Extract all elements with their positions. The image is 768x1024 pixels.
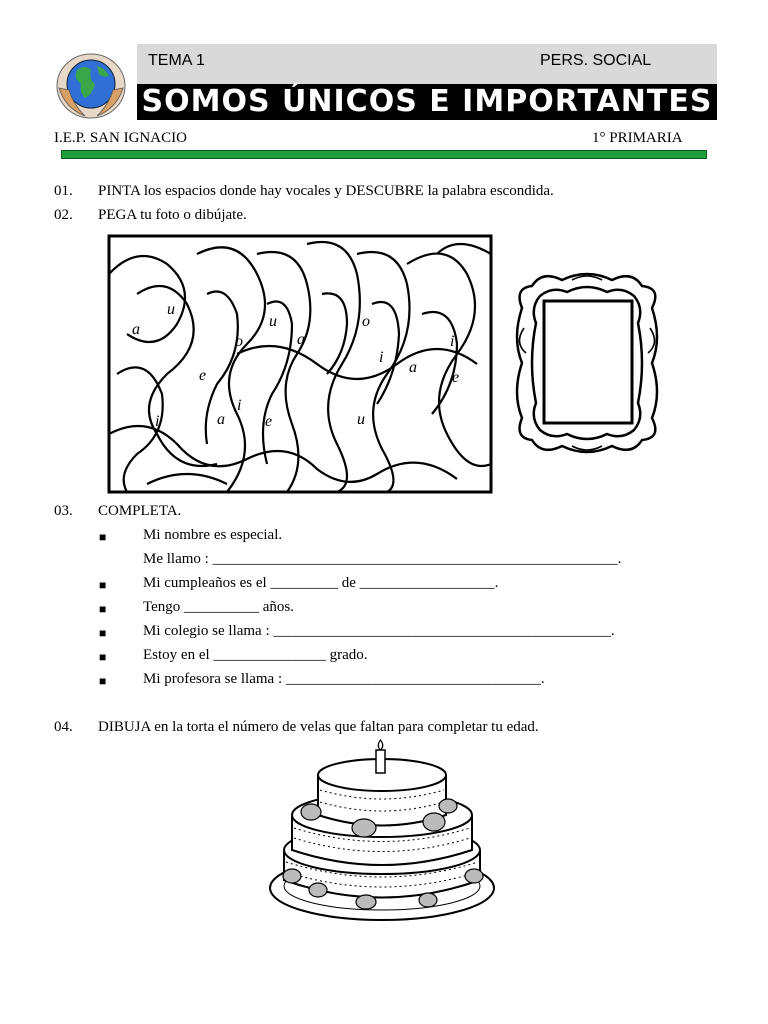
bullet-icon: ■ (99, 602, 107, 616)
puzzle-letter: e (452, 369, 460, 386)
puzzle-letter: a (297, 331, 305, 348)
puzzle-letter: i (379, 349, 384, 366)
bullet-icon: ■ (99, 530, 107, 544)
bullet-icon: ■ (99, 650, 107, 664)
question-text: PEGA tu foto o dibújate. (98, 207, 247, 223)
bullet-icon: ■ (99, 578, 107, 592)
school-name: I.E.P. SAN IGNACIO (54, 130, 187, 146)
puzzle-letter: e (199, 367, 207, 384)
puzzle-letter: o (235, 333, 243, 350)
question-text: PINTA los espacios donde hay vocales y DESCUBRE la palabra escondida. (98, 183, 554, 199)
candle-icon (376, 750, 385, 773)
puzzle-letter: a (409, 359, 417, 376)
question-number: 02. (54, 207, 73, 223)
topic-label: TEMA 1 (148, 52, 205, 69)
subject-label: PERS. SOCIAL (540, 52, 652, 69)
bullet-icon: ■ (99, 626, 107, 640)
puzzle-letter: i (237, 397, 242, 414)
question-number: 04. (54, 719, 73, 735)
hidden-word-puzzle (107, 234, 493, 494)
puzzle-letter: u (269, 313, 277, 330)
puzzle-letter: e (265, 413, 273, 430)
puzzle-letter: i (155, 413, 160, 430)
puzzle-letter: u (167, 301, 175, 318)
school-blank-line[interactable]: Mi colegio se llama : _____________________________________________. (143, 623, 615, 639)
complete-item: Mi nombre es especial. (143, 527, 283, 543)
green-divider (61, 150, 707, 159)
puzzle-letter: a (217, 411, 225, 428)
birthday-cake (266, 740, 498, 925)
birthday-blank-line[interactable]: Mi cumpleaños es el _________ de __________________. (143, 575, 499, 591)
bullet-icon: ■ (99, 674, 107, 688)
puzzle-letter: u (357, 411, 365, 428)
question-number: 03. (54, 503, 73, 519)
question-text: DIBUJA en la torta el número de velas que faltan para completar tu edad. (98, 719, 539, 735)
globe-logo-icon (55, 48, 127, 120)
grade-blank-line[interactable]: Estoy en el _______________ grado. (143, 647, 368, 663)
grade-label: 1° PRIMARIA (592, 130, 683, 146)
page-title: SOMOS ÚNICOS E IMPORTANTES (141, 84, 713, 119)
age-blank-line[interactable]: Tengo __________ años. (143, 599, 295, 615)
question-text: COMPLETA. (98, 503, 182, 519)
question-number: 01. (54, 183, 73, 199)
puzzle-letter: i (450, 333, 455, 350)
name-blank-line[interactable]: Me llamo : ______________________________________________________. (143, 551, 622, 567)
puzzle-letter: a (132, 321, 140, 338)
ornate-frame (512, 268, 662, 458)
teacher-blank-line[interactable]: Mi profesora se llama : __________________________________. (143, 671, 545, 687)
puzzle-letter: o (362, 313, 370, 330)
